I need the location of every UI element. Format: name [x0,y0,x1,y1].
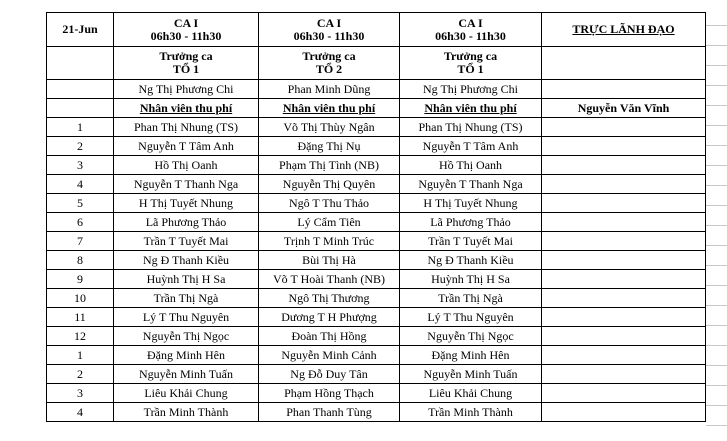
row-number-cell[interactable]: 4 [47,175,114,194]
staff-name-cell[interactable]: Nguyễn T Tâm Anh [114,137,259,156]
staff-name-cell[interactable]: Trần T Tuyết Mai [114,232,259,251]
row-number-cell[interactable]: 1 [47,118,114,137]
empty-cell[interactable] [542,232,706,251]
staff-name-cell[interactable]: Lã Phương Thảo [114,213,259,232]
staff-name-cell[interactable]: Nguyễn Minh Tuấn [400,365,542,384]
staff-row [47,308,706,327]
staff-name-cell[interactable]: Nguyễn T Thanh Nga [400,175,542,194]
row-number-cell[interactable]: 8 [47,251,114,270]
lead-name-cell[interactable]: Ng Thị Phương Chi [400,80,542,99]
empty-cell[interactable] [542,137,706,156]
staff-row [47,156,706,175]
staff-row [47,118,706,137]
staff-heading-cell[interactable]: Nhân viên thu phí [114,99,259,118]
team-lead-header-3[interactable] [400,47,542,80]
row-number-cell[interactable]: 2 [47,137,114,156]
shift-header-1[interactable] [114,13,259,47]
shift-header-row [47,13,706,47]
staff-row [47,194,706,213]
empty-cell[interactable] [542,194,706,213]
team-lead-role: Trưởng ca [443,49,498,63]
staff-name-cell[interactable]: Dương T H Phượng [259,308,400,327]
staff-name-cell[interactable]: Võ Thị Thùy Ngân [259,118,400,137]
staff-name-cell[interactable]: Phan Thị Nhung (TS) [400,118,542,137]
staff-name-cell[interactable]: Đặng Minh Hên [400,346,542,365]
staff-name-cell[interactable]: Trần Thị Ngà [114,289,259,308]
empty-cell[interactable] [542,403,706,422]
staff-name-cell[interactable]: Lã Phương Thảo [400,213,542,232]
staff-name-cell[interactable]: H Thị Tuyết Nhung [400,194,542,213]
shift-header-3[interactable] [400,13,542,47]
row-number-cell[interactable]: 3 [47,156,114,175]
empty-cell[interactable] [542,346,706,365]
row-number-cell[interactable]: 7 [47,232,114,251]
empty-cell[interactable] [542,365,706,384]
empty-cell[interactable] [542,175,706,194]
row-number-cell[interactable]: 9 [47,270,114,289]
staff-name-cell[interactable]: Liêu Khải Chung [400,384,542,403]
row-number-cell[interactable]: 4 [47,403,114,422]
team-name: TỔ 1 [457,62,484,76]
empty-cell[interactable] [542,80,706,99]
staff-name-cell[interactable]: Lý T Thu Nguyên [400,308,542,327]
empty-cell[interactable] [542,327,706,346]
staff-heading-cell[interactable]: Nhân viên thu phí [259,99,400,118]
row-number-cell[interactable]: 10 [47,289,114,308]
leader-header[interactable]: TRỰC LÃNH ĐẠO [542,13,706,47]
staff-name-cell[interactable]: Trần T Tuyết Mai [400,232,542,251]
staff-row [47,251,706,270]
staff-row [47,175,706,194]
staff-name-cell[interactable]: H Thị Tuyết Nhung [114,194,259,213]
empty-cell[interactable] [542,308,706,327]
staff-name-cell[interactable]: Nguyễn Thị Ngọc [400,327,542,346]
shift-time: 06h30 - 11h30 [293,28,365,43]
shift-name: CA I [173,15,199,30]
shift-name: CA I [316,15,342,30]
row-number-cell[interactable]: 6 [47,213,114,232]
staff-name-cell[interactable]: Ngô T Thu Thảo [259,194,400,213]
staff-name-cell[interactable]: Nguyễn T Thanh Nga [114,175,259,194]
team-lead-row [47,47,706,80]
lead-name-cell[interactable]: Phan Minh Dũng [259,80,400,99]
empty-cell[interactable] [542,251,706,270]
row-number-cell[interactable]: 12 [47,327,114,346]
empty-cell[interactable] [47,80,114,99]
staff-name-cell[interactable]: Phạm Thị Tình (NB) [259,156,400,175]
staff-row [47,232,706,251]
staff-row [47,384,706,403]
shift-name: CA I [458,15,483,30]
staff-name-cell[interactable]: Đoàn Thị Hồng [259,327,400,346]
spreadsheet-gridlines [706,12,727,441]
staff-name-cell[interactable]: Phan Thị Nhung (TS) [114,118,259,137]
row-number-cell[interactable]: 2 [47,365,114,384]
date-cell[interactable]: 21-Jun [47,13,114,47]
staff-row [47,213,706,232]
staff-row [47,289,706,308]
staff-name-cell[interactable]: Trần Thị Ngà [400,289,542,308]
staff-name-cell[interactable]: Trịnh T Minh Trúc [259,232,400,251]
staff-name-cell[interactable]: Bùi Thị Hà [259,251,400,270]
staff-name-cell[interactable]: Trần Minh Thành [400,403,542,422]
team-name: TỔ 1 [172,62,200,76]
shift-header-2[interactable] [259,13,400,47]
staff-name-cell[interactable]: Huỳnh Thị H Sa [114,270,259,289]
staff-row [47,403,706,422]
staff-name-cell[interactable]: Nguyễn Thị Quyên [259,175,400,194]
empty-cell[interactable] [542,47,706,80]
empty-cell[interactable] [542,384,706,403]
staff-name-cell[interactable]: Ng Đ Thanh Kiều [400,251,542,270]
empty-cell[interactable] [542,289,706,308]
staff-name-cell[interactable]: Nguyễn Thị Ngọc [114,327,259,346]
shift-schedule-table [46,12,706,422]
staff-name-cell[interactable]: Võ T Hoài Thanh (NB) [259,270,400,289]
staff-name-cell[interactable]: Nguyễn Minh Tuấn [114,365,259,384]
staff-name-cell[interactable]: Đặng Thị Nụ [259,137,400,156]
leader-name-cell[interactable]: Nguyễn Văn Vĩnh [542,99,706,118]
staff-row [47,327,706,346]
staff-row [47,365,706,384]
staff-name-cell[interactable]: Lý Cẩm Tiên [259,213,400,232]
staff-heading-row [47,99,706,118]
team-lead-header-1[interactable] [114,47,259,80]
team-lead-header-2[interactable] [259,47,400,80]
shift-time: 06h30 - 11h30 [435,28,506,43]
empty-cell[interactable] [542,270,706,289]
team-lead-role: Trưởng ca [302,49,356,63]
staff-row [47,346,706,365]
staff-name-cell[interactable]: Ngô Thị Thương [259,289,400,308]
staff-name-cell[interactable]: Lý T Thu Nguyên [114,308,259,327]
row-number-cell[interactable]: 5 [47,194,114,213]
row-number-cell[interactable]: 1 [47,346,114,365]
empty-cell[interactable] [542,118,706,137]
staff-name-cell[interactable]: Ng Đ Thanh Kiều [114,251,259,270]
staff-row [47,137,706,156]
empty-cell[interactable] [542,156,706,175]
staff-name-cell[interactable]: Phan Thanh Tùng [259,403,400,422]
staff-name-cell[interactable]: Hồ Thị Oanh [114,156,259,175]
staff-name-cell[interactable]: Ng Đỗ Duy Tân [259,365,400,384]
staff-name-cell[interactable]: Hồ Thị Oanh [400,156,542,175]
staff-name-cell[interactable]: Đặng Minh Hên [114,346,259,365]
shift-time: 06h30 - 11h30 [150,28,222,43]
team-name: TỔ 2 [315,62,343,76]
lead-name-cell[interactable]: Ng Thị Phương Chi [114,80,259,99]
empty-cell[interactable] [47,99,114,118]
row-number-cell[interactable]: 3 [47,384,114,403]
staff-name-cell[interactable]: Huỳnh Thị H Sa [400,270,542,289]
empty-cell[interactable] [542,213,706,232]
row-number-cell[interactable]: 11 [47,308,114,327]
staff-name-cell[interactable]: Nguyễn T Tâm Anh [400,137,542,156]
staff-row [47,270,706,289]
empty-cell[interactable] [47,47,114,80]
staff-name-cell[interactable]: Trần Minh Thành [114,403,259,422]
team-lead-role: Trưởng ca [159,49,213,63]
staff-name-cell[interactable]: Liêu Khải Chung [114,384,259,403]
staff-name-cell[interactable]: Nguyễn Minh Cảnh [259,346,400,365]
staff-heading-cell[interactable]: Nhân viên thu phí [400,99,542,118]
lead-name-row [47,80,706,99]
staff-name-cell[interactable]: Phạm Hồng Thạch [259,384,400,403]
